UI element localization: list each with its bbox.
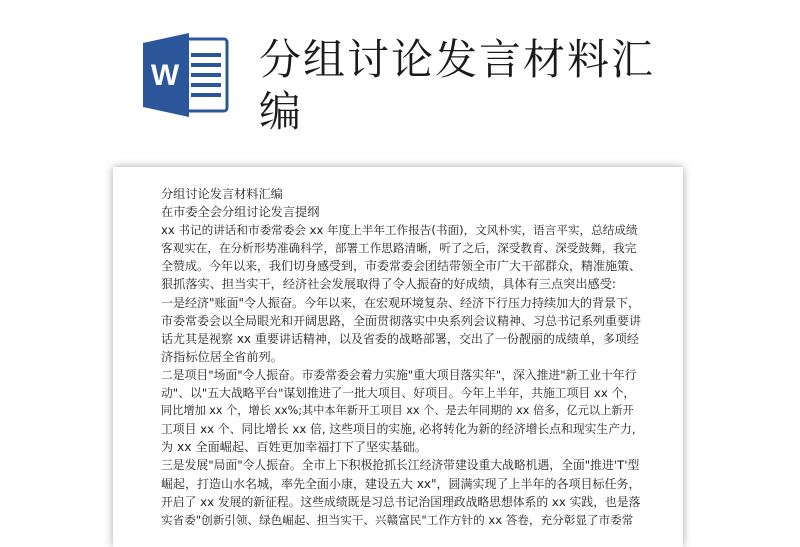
doc-line: 二是项目"场面"令人振奋。市委常委会着力实施"重大项目落实年"，深入推进"新工业十年行 bbox=[161, 367, 637, 382]
doc-line: 三是发展"局面"令人振奋。全市上下积极抢抓长江经济带建设重大战略机遇，全面"推进'T'型 bbox=[161, 458, 640, 473]
doc-line: 一是经济"账面"令人振奋。今年以来，在宏观环境复杂、经济下行压力持续加大的背景下， bbox=[161, 295, 641, 310]
doc-line: 开启了 xx 发展的新征程。这些成绩既是习总书记治国理政战略思想体系的 xx 实践，也是落 bbox=[161, 494, 641, 509]
doc-line: 在市委全会分组讨论发言提纲 bbox=[161, 205, 320, 220]
page-title: 分组讨论发言材料汇 编 bbox=[259, 35, 656, 136]
doc-line: 全赞成。今年以来，我们切身感受到，市委常委会团结带领全市广大干部群众，精准施策、 bbox=[161, 259, 642, 274]
doc-line: 客观实在，在分析形势准确科学，部署工作思路清晰，听了之后，深受教育、深受鼓舞，我完 bbox=[161, 241, 637, 256]
header bbox=[0, 0, 800, 160]
document-preview bbox=[113, 167, 683, 547]
doc-line: 工项目 xx 个、同比增长 xx 倍, 这些项目的实施, 必将转化为新的经济增长点和现实生产力, bbox=[161, 422, 636, 437]
doc-line: 实省委"创新引领、绿色崛起、担当实干、兴赣富民"工作方针的 xx 答卷，充分彰显了市委常 bbox=[161, 512, 634, 527]
doc-line: 济指标位居全省前列。 bbox=[161, 349, 283, 364]
doc-line: 分组讨论发言材料汇编 bbox=[161, 187, 283, 201]
word-icon-letter: W bbox=[150, 59, 180, 92]
doc-line: 话尤其是视察 xx 重要讲话精神，以及省委的战略部署，交出了一份靓丽的成绩单，多项经 bbox=[161, 331, 639, 346]
document-body bbox=[161, 185, 641, 529]
doc-line: xx 书记的讲话和市委常委会 xx 年度上半年工作报告(书面)，文风朴实，语言平实，总结成绩 bbox=[161, 223, 638, 238]
doc-line: 崛起，打造山水名城，率先全面小康，建设五大 xx"，圆满实现了上半年的各项目标任务， bbox=[161, 476, 641, 491]
word-document-icon bbox=[143, 33, 229, 117]
doc-line: 为 xx 全面崛起、百姓更加幸福打下了坚实基础。 bbox=[161, 440, 427, 455]
doc-line: 市委常委会以全局眼光和开阔思路，全面贯彻落实中央系列会议精神、习总书记系列重要讲 bbox=[161, 313, 642, 328]
doc-line: 狠抓落实、担当实干，经济社会发展取得了令人振奋的好成绩，具体有三点突出感受: bbox=[161, 277, 617, 292]
doc-line: 动"、以"五大战略平台"谋划推进了一批大项目、好项目。今年上半年，共施工项目 xx 个， bbox=[161, 386, 636, 401]
doc-line: 同比增加 xx 个，增长 xx%;其中本年新开工项目 xx 个、是去年同期的 xx 倍多，亿元以上新开 bbox=[161, 404, 634, 418]
